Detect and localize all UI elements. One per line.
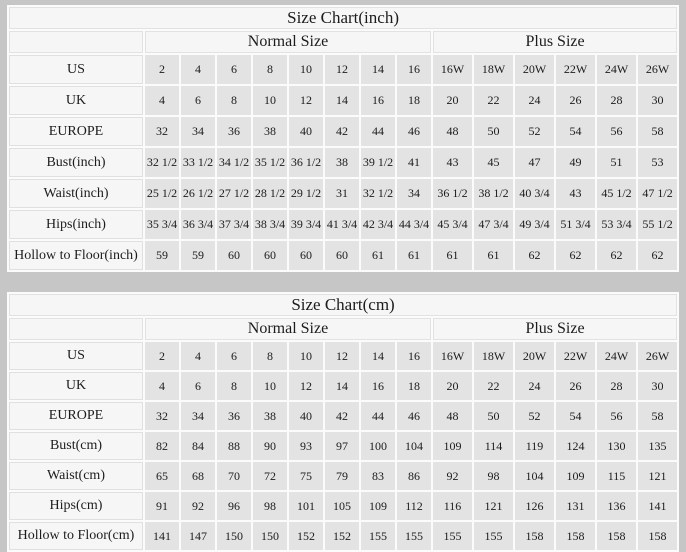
size-value-cell: 104 [397,432,431,460]
size-value-cell: 36 [217,402,251,430]
size-value-cell: 40 [289,117,323,146]
size-value-cell: 34 [397,179,431,208]
size-value-cell: 18 [397,372,431,400]
size-value-cell: 52 [515,117,554,146]
group-header-normal-size: Normal Size [145,318,431,340]
size-value-cell: 104 [515,462,554,490]
size-value-cell: 20W [515,55,554,84]
size-value-cell: 27 1/2 [217,179,251,208]
size-value-cell: 109 [556,462,595,490]
size-value-cell: 22 [474,86,513,115]
size-value-cell: 34 [181,402,215,430]
size-value-cell: 14 [361,342,395,370]
size-value-cell: 98 [253,492,287,520]
size-value-cell: 130 [597,432,636,460]
size-value-cell: 26 [556,86,595,115]
size-value-cell: 36 [217,117,251,146]
size-value-cell: 100 [361,432,395,460]
size-value-cell: 29 1/2 [289,179,323,208]
size-value-cell: 37 3/4 [217,210,251,239]
size-value-cell: 150 [217,522,251,550]
size-value-cell: 45 [474,148,513,177]
size-value-cell: 135 [638,432,677,460]
row-label: UK [9,86,143,115]
size-value-cell: 96 [217,492,251,520]
table-row [9,372,677,400]
size-value-cell: 10 [289,55,323,84]
size-value-cell: 45 3/4 [433,210,472,239]
size-value-cell: 79 [325,462,359,490]
group-header-row [9,31,677,53]
size-value-cell: 109 [433,432,472,460]
size-value-cell: 62 [515,241,554,270]
size-value-cell: 12 [289,372,323,400]
size-value-cell: 26 1/2 [181,179,215,208]
size-value-cell: 116 [433,492,472,520]
size-value-cell: 46 [397,117,431,146]
size-chart-inch-table [7,5,679,272]
size-value-cell: 24 [515,86,554,115]
size-value-cell: 56 [597,117,636,146]
size-value-cell: 16W [433,342,472,370]
title-row [9,7,677,29]
size-value-cell: 6 [181,372,215,400]
title-row [9,294,677,316]
size-value-cell: 10 [253,86,287,115]
size-value-cell: 55 1/2 [638,210,677,239]
size-value-cell: 136 [597,492,636,520]
size-value-cell: 14 [325,86,359,115]
size-value-cell: 50 [474,402,513,430]
row-label: Bust(inch) [9,148,143,177]
size-value-cell: 36 1/2 [289,148,323,177]
size-value-cell: 42 [325,117,359,146]
size-value-cell: 32 [145,117,179,146]
size-value-cell: 88 [217,432,251,460]
size-value-cell: 32 [145,402,179,430]
size-value-cell: 47 [515,148,554,177]
size-value-cell: 12 [289,86,323,115]
size-value-cell: 158 [638,522,677,550]
size-value-cell: 97 [325,432,359,460]
size-value-cell: 31 [325,179,359,208]
size-value-cell: 150 [253,522,287,550]
size-value-cell: 109 [361,492,395,520]
size-value-cell: 43 [433,148,472,177]
size-value-cell: 22W [556,342,595,370]
size-value-cell: 28 1/2 [253,179,287,208]
size-value-cell: 155 [361,522,395,550]
group-header-plus-size: Plus Size [433,31,677,53]
table-row [9,210,677,239]
size-value-cell: 2 [145,342,179,370]
size-value-cell: 38 [253,117,287,146]
size-value-cell: 62 [597,241,636,270]
row-label: Hollow to Floor(inch) [9,241,143,270]
size-value-cell: 62 [638,241,677,270]
size-value-cell: 33 1/2 [181,148,215,177]
size-value-cell: 48 [433,402,472,430]
size-value-cell: 51 3/4 [556,210,595,239]
size-value-cell: 152 [325,522,359,550]
size-value-cell: 8 [217,372,251,400]
size-value-cell: 18W [474,342,513,370]
size-value-cell: 112 [397,492,431,520]
size-value-cell: 59 [181,241,215,270]
row-label: US [9,55,143,84]
table-body [9,55,677,270]
size-value-cell: 18 [397,86,431,115]
size-value-cell: 54 [556,402,595,430]
table-header [9,7,677,53]
size-value-cell: 25 1/2 [145,179,179,208]
size-value-cell: 155 [474,522,513,550]
size-value-cell: 82 [145,432,179,460]
size-value-cell: 75 [289,462,323,490]
size-value-cell: 38 [253,402,287,430]
size-value-cell: 58 [638,117,677,146]
size-value-cell: 16 [397,342,431,370]
size-value-cell: 43 [556,179,595,208]
size-value-cell: 52 [515,402,554,430]
size-value-cell: 35 3/4 [145,210,179,239]
size-value-cell: 86 [397,462,431,490]
size-value-cell: 126 [515,492,554,520]
size-value-cell: 158 [597,522,636,550]
size-value-cell: 24W [597,55,636,84]
size-value-cell: 4 [181,342,215,370]
table-row [9,492,677,520]
size-value-cell: 93 [289,432,323,460]
size-value-cell: 53 [638,148,677,177]
size-value-cell: 16W [433,55,472,84]
size-value-cell: 4 [145,372,179,400]
size-value-cell: 44 [361,117,395,146]
size-value-cell: 20W [515,342,554,370]
row-label: UK [9,372,143,400]
size-value-cell: 35 1/2 [253,148,287,177]
size-value-cell: 49 3/4 [515,210,554,239]
size-value-cell: 92 [433,462,472,490]
table-row [9,241,677,270]
size-value-cell: 22 [474,372,513,400]
table-row [9,432,677,460]
size-value-cell: 30 [638,86,677,115]
size-value-cell: 20 [433,372,472,400]
size-value-cell: 62 [556,241,595,270]
row-label: Hips(cm) [9,492,143,520]
table-row [9,117,677,146]
size-value-cell: 60 [289,241,323,270]
size-value-cell: 8 [253,342,287,370]
row-label: Waist(cm) [9,462,143,490]
size-value-cell: 152 [289,522,323,550]
size-value-cell: 105 [325,492,359,520]
size-value-cell: 121 [638,462,677,490]
size-value-cell: 65 [145,462,179,490]
size-value-cell: 61 [474,241,513,270]
size-value-cell: 8 [253,55,287,84]
size-value-cell: 121 [474,492,513,520]
table-row [9,55,677,84]
size-value-cell: 114 [474,432,513,460]
size-value-cell: 42 [325,402,359,430]
table-row [9,342,677,370]
size-value-cell: 61 [397,241,431,270]
row-label: Waist(inch) [9,179,143,208]
row-label: Hollow to Floor(cm) [9,522,143,550]
size-value-cell: 61 [361,241,395,270]
size-value-cell: 131 [556,492,595,520]
size-value-cell: 2 [145,55,179,84]
size-value-cell: 16 [361,86,395,115]
size-value-cell: 49 [556,148,595,177]
table-row [9,402,677,430]
size-value-cell: 54 [556,117,595,146]
size-value-cell: 6 [217,55,251,84]
table-body [9,342,677,550]
size-value-cell: 12 [325,342,359,370]
row-label: Hips(inch) [9,210,143,239]
size-value-cell: 60 [325,241,359,270]
size-value-cell: 34 1/2 [217,148,251,177]
size-value-cell: 24W [597,342,636,370]
size-value-cell: 83 [361,462,395,490]
size-value-cell: 14 [361,55,395,84]
size-value-cell: 46 [397,402,431,430]
size-value-cell: 24 [515,372,554,400]
table-row [9,462,677,490]
size-value-cell: 20 [433,86,472,115]
size-value-cell: 60 [253,241,287,270]
group-header-normal-size: Normal Size [145,31,431,53]
size-value-cell: 98 [474,462,513,490]
size-value-cell: 58 [638,402,677,430]
size-value-cell: 30 [638,372,677,400]
row-label: EUROPE [9,402,143,430]
size-value-cell: 90 [253,432,287,460]
size-value-cell: 158 [515,522,554,550]
table-row [9,86,677,115]
size-value-cell: 40 3/4 [515,179,554,208]
size-value-cell: 45 1/2 [597,179,636,208]
size-value-cell: 26W [638,55,677,84]
size-value-cell: 72 [253,462,287,490]
size-value-cell: 44 3/4 [397,210,431,239]
size-value-cell: 28 [597,372,636,400]
size-value-cell: 34 [181,117,215,146]
corner-cell [9,318,143,340]
size-value-cell: 38 3/4 [253,210,287,239]
size-value-cell: 10 [289,342,323,370]
size-value-cell: 39 3/4 [289,210,323,239]
size-value-cell: 16 [397,55,431,84]
size-value-cell: 68 [181,462,215,490]
size-value-cell: 38 1/2 [474,179,513,208]
size-value-cell: 32 1/2 [145,148,179,177]
size-value-cell: 8 [217,86,251,115]
size-value-cell: 32 1/2 [361,179,395,208]
size-value-cell: 47 1/2 [638,179,677,208]
size-value-cell: 44 [361,402,395,430]
size-value-cell: 115 [597,462,636,490]
size-value-cell: 56 [597,402,636,430]
size-value-cell: 59 [145,241,179,270]
size-value-cell: 6 [217,342,251,370]
size-value-cell: 60 [217,241,251,270]
size-value-cell: 41 3/4 [325,210,359,239]
size-value-cell: 26W [638,342,677,370]
size-value-cell: 18W [474,55,513,84]
table-row [9,179,677,208]
size-value-cell: 10 [253,372,287,400]
size-value-cell: 155 [397,522,431,550]
size-value-cell: 36 1/2 [433,179,472,208]
group-header-row [9,318,677,340]
table-row [9,522,677,550]
size-value-cell: 70 [217,462,251,490]
size-value-cell: 42 3/4 [361,210,395,239]
size-value-cell: 141 [638,492,677,520]
size-value-cell: 158 [556,522,595,550]
size-value-cell: 119 [515,432,554,460]
size-value-cell: 47 3/4 [474,210,513,239]
size-value-cell: 39 1/2 [361,148,395,177]
size-value-cell: 124 [556,432,595,460]
size-value-cell: 36 3/4 [181,210,215,239]
size-value-cell: 14 [325,372,359,400]
size-value-cell: 38 [325,148,359,177]
table-title: Size Chart(cm) [9,294,677,316]
size-value-cell: 155 [433,522,472,550]
row-label: US [9,342,143,370]
table-header [9,294,677,340]
size-value-cell: 91 [145,492,179,520]
row-label: Bust(cm) [9,432,143,460]
size-value-cell: 16 [361,372,395,400]
table-title: Size Chart(inch) [9,7,677,29]
size-value-cell: 4 [181,55,215,84]
size-value-cell: 6 [181,86,215,115]
size-value-cell: 41 [397,148,431,177]
corner-cell [9,31,143,53]
size-chart-cm-table [7,292,679,552]
size-value-cell: 53 3/4 [597,210,636,239]
size-value-cell: 84 [181,432,215,460]
size-value-cell: 28 [597,86,636,115]
size-value-cell: 101 [289,492,323,520]
size-value-cell: 61 [433,241,472,270]
size-value-cell: 4 [145,86,179,115]
size-value-cell: 40 [289,402,323,430]
row-label: EUROPE [9,117,143,146]
table-row [9,148,677,177]
size-value-cell: 51 [597,148,636,177]
group-header-plus-size: Plus Size [433,318,677,340]
size-value-cell: 22W [556,55,595,84]
size-value-cell: 92 [181,492,215,520]
size-value-cell: 12 [325,55,359,84]
size-value-cell: 141 [145,522,179,550]
size-value-cell: 48 [433,117,472,146]
size-value-cell: 26 [556,372,595,400]
size-value-cell: 50 [474,117,513,146]
size-value-cell: 147 [181,522,215,550]
